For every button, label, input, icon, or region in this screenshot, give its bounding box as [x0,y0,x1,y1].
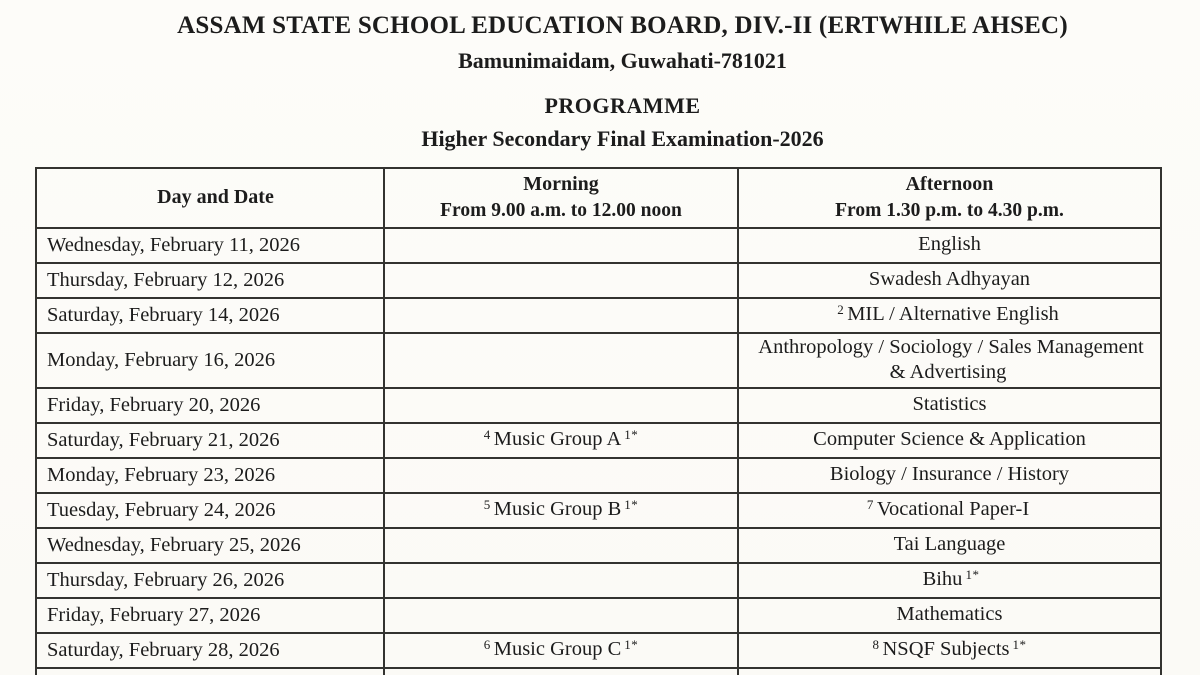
afternoon-cell [738,298,1161,333]
table-row [36,563,1161,598]
subject-label: Tai Language [893,533,1006,556]
subject-label: Anthropology / Sociology / Sales Management & Advertising [758,335,1144,384]
subject-label: Bihu [922,568,963,591]
table-row [36,633,1161,668]
morning-cell [384,423,738,458]
table-row [36,458,1161,493]
afternoon-cell [738,528,1161,563]
date-cell [36,668,384,675]
date-cell: Friday, February 27, 2026 [36,598,384,633]
afternoon-cell [738,228,1161,263]
exam-timetable [35,167,1162,675]
board-address: Bamunimaidam, Guwahati-781021 [458,47,787,73]
superscript-suffix: 1* [1012,637,1027,653]
table-row [36,298,1161,333]
table-row [36,333,1161,388]
superscript-suffix: 1* [624,497,639,513]
date-cell: Monday, February 23, 2026 [36,458,384,493]
afternoon-cell [738,458,1161,493]
afternoon-cell [738,633,1161,668]
afternoon-cell [738,423,1161,458]
header-row [36,168,1161,228]
superscript-suffix: 1* [624,427,639,443]
morning-cell [384,598,738,633]
table-row [36,598,1161,633]
table-row [36,263,1161,298]
timetable-header [36,168,1161,228]
afternoon-cell [738,388,1161,423]
date-cell: Thursday, February 12, 2026 [36,263,384,298]
superscript-prefix: 8 [872,637,880,653]
date-cell: Wednesday, February 11, 2026 [36,228,384,263]
morning-cell [384,388,738,423]
morning-cell [384,263,738,298]
afternoon-cell [738,493,1161,528]
date-cell: Thursday, February 26, 2026 [36,563,384,598]
morning-cell [384,298,738,333]
morning-cell [384,333,738,388]
table-row [36,388,1161,423]
subject-label: English [918,233,981,256]
table-row-cropped [36,668,1161,675]
morning-cell [384,563,738,598]
exam-title: Higher Secondary Final Examination-2026 [421,126,824,152]
afternoon-cell [738,333,1161,388]
afternoon-cell [738,598,1161,633]
superscript-prefix: 7 [866,497,874,513]
subject-label: Statistics [912,393,987,416]
subject-label: Vocational Paper-I [876,498,1030,521]
morning-cell [384,528,738,563]
date-cell: Saturday, February 14, 2026 [36,298,384,333]
date-cell: Friday, February 20, 2026 [36,388,384,423]
col-header-afternoon [738,168,1161,228]
morning-cell [384,458,738,493]
superscript-prefix: 4 [483,427,491,443]
date-cell: Tuesday, February 24, 2026 [36,493,384,528]
superscript-suffix: 1* [965,567,980,583]
morning-time-label: From 9.00 a.m. to 12.00 noon [440,199,682,221]
document-header [0,0,1200,152]
table-row [36,228,1161,263]
morning-cell [384,633,738,668]
timetable-body [36,228,1161,675]
col-header-day-date: Day and Date [36,168,384,228]
superscript-prefix: 6 [483,637,491,653]
morning-cell [384,493,738,528]
superscript-prefix: 5 [483,497,491,513]
subject-label: Mathematics [896,603,1003,626]
subject-label: NSQF Subjects [882,638,1010,661]
subject-label: Biology / Insurance / History [829,463,1070,486]
table-row [36,493,1161,528]
afternoon-cell [738,563,1161,598]
date-cell: Wednesday, February 25, 2026 [36,528,384,563]
subject-label: Music Group C [493,638,622,661]
morning-session-label: Morning [523,172,599,195]
afternoon-cell [738,668,1161,675]
date-cell: Saturday, February 28, 2026 [36,633,384,668]
superscript-prefix: 2 [837,302,845,318]
morning-cell [384,228,738,263]
subject-label: MIL / Alternative English [847,303,1059,326]
date-cell: Monday, February 16, 2026 [36,333,384,388]
afternoon-time-label: From 1.30 p.m. to 4.30 p.m. [835,199,1064,221]
board-title: ASSAM STATE SCHOOL EDUCATION BOARD, DIV.-II (ERTWHILE AHSEC) [177,12,1068,39]
table-row [36,528,1161,563]
afternoon-cell [738,263,1161,298]
table-row [36,423,1161,458]
date-cell: Saturday, February 21, 2026 [36,423,384,458]
subject-label: Swadesh Adhyayan [868,268,1031,291]
col-header-morning [384,168,738,228]
subject-label: Music Group B [493,498,622,521]
subject-label: Music Group A [493,428,622,451]
afternoon-session-label: Afternoon [905,172,994,195]
subject-label: Computer Science & Application [813,428,1086,451]
superscript-suffix: 1* [624,637,639,653]
programme-label: PROGRAMME [544,93,701,119]
morning-cell [384,668,738,675]
